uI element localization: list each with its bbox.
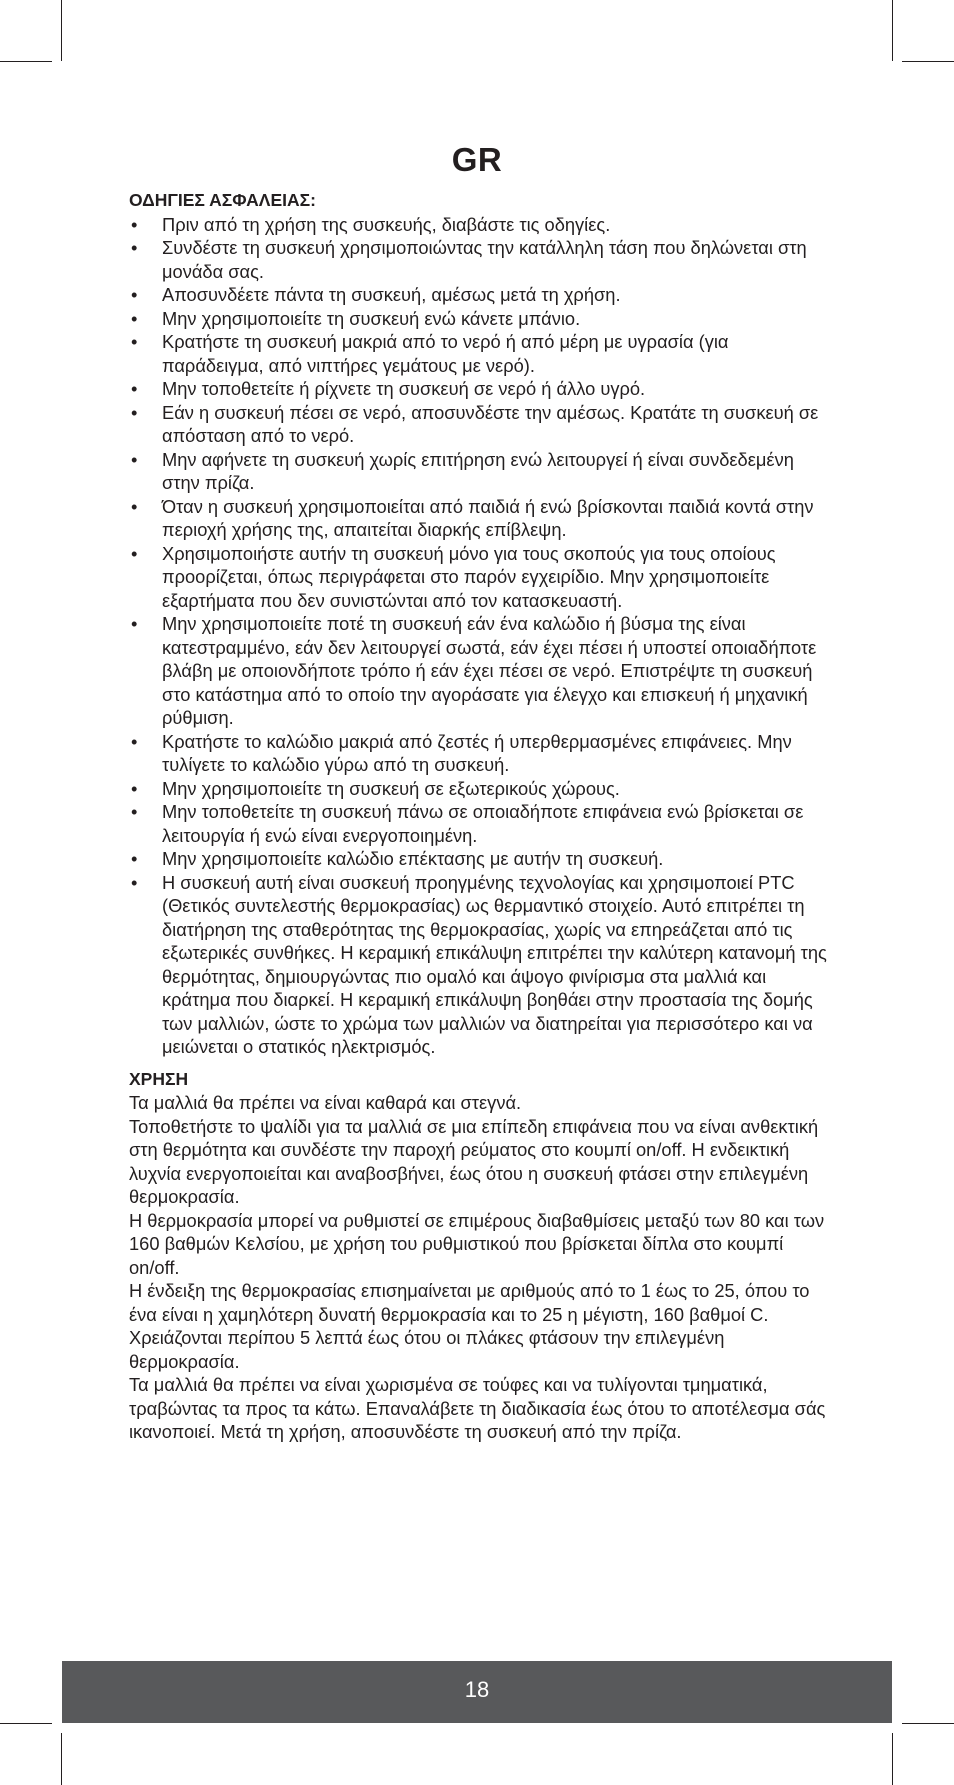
safety-item-text: Εάν η συσκευή πέσει σε νερό, αποσυνδέστε την αμέσως. Κρατάτε τη συσκευή σε απόσταση από το νερό.	[162, 401, 819, 446]
bullet: •	[131, 613, 138, 634]
bullet: •	[131, 848, 138, 869]
safety-item-text: Μην αφήνετε τη συσκευή χωρίς επιτήρηση ενώ λειτουργεί ή είναι συνδεδεμένη στην πρίζα.	[162, 448, 794, 493]
safety-item	[129, 777, 834, 801]
bullet: •	[131, 495, 138, 517]
language-code-title: GR	[451, 141, 503, 178]
usage-paragraph: Τα μαλλιά θα πρέπει να είναι καθαρά και στεγνά.	[129, 1092, 522, 1113]
safety-item-text: Μην χρησιμοποιείτε καλώδιο επέκτασης με αυτήν τη συσκευή.	[162, 848, 664, 869]
safety-item-text: Κρατήστε το καλώδιο μακριά από ζεστές ή υπερθερμασμένες επιφάνειες. Μην τυλίγετε το καλώδιο γύρω από τη συσκευή.	[162, 730, 792, 775]
safety-item	[129, 401, 834, 448]
bullet: •	[131, 378, 138, 399]
bullet: •	[131, 307, 138, 329]
bullet: •	[131, 213, 138, 235]
crop-mark-top-left-vertical	[61, 0, 62, 61]
safety-item-text: Η συσκευή αυτή είναι συσκευή προηγμένης τεχνολογίας και χρησιμοποιεί PTC (Θετικός συντελεστής θερμοκρασίας) ως θερμαντικό στοιχείο. Αυτό επιτρέπει τη διατήρηση της σταθερότητας της θερμοκρασίας, χωρίς να επηρεάζεται από τις εξωτερικές συνθήκες. Η κεραμική επικάλυψη επιτρέπει την καλύτερη κατανομή της θερμότητας, δημιουργώντας πιο ομαλό και άψογο φινίρισμα στα μαλλιά και κράτημα που διαρκεί. Η κεραμική επικάλυψη βοηθάει στην προστασία της δομής των μαλλιών, ώστε το χρώμα των μαλλιών να διατηρείται για περισσότερο και να μειώνεται ο στατικός ηλεκτρισμός.	[162, 871, 827, 1057]
bullet: •	[131, 237, 138, 258]
bullet: •	[131, 284, 138, 305]
safety-item-text: Κρατήστε τη συσκευή μακριά από το νερό ή από μέρη με υγρασία (για παράδειγμα, από νιπτήρες γεμάτους με νερό).	[162, 331, 729, 376]
crop-mark-bottom-right-horizontal	[902, 1723, 954, 1724]
safety-item-text: Μην τοποθετείτε ή ρίχνετε τη συσκευή σε νερό ή άλλο υγρό.	[162, 378, 646, 399]
safety-item-text: Αποσυνδέετε πάντα τη συσκευή, αμέσως μετά τη χρήση.	[162, 284, 621, 305]
safety-item	[129, 495, 834, 542]
usage-heading: ΧΡΗΣΗ	[129, 1068, 189, 1089]
safety-item-text: Μην τοποθετείτε τη συσκευή πάνω σε οποιαδήποτε επιφάνεια ενώ βρίσκεται σε λειτουργία ή ενώ είναι ενεργοποιημένη.	[162, 801, 804, 846]
bullet: •	[131, 730, 138, 752]
bullet: •	[131, 871, 138, 893]
usage-paragraph: Τα μαλλιά θα πρέπει να είναι χωρισμένα σε τούφες και να τυλίγονται τμηματικά, τραβώντας τα προς τα κάτω. Επαναλάβετε τη διαδικασία έως ότου το αποτέλεσμα σάς ικανοποιεί. Μετά τη χρήση, αποσυνδέστε τη συσκευή από την πρίζα.	[129, 1374, 826, 1442]
usage-paragraph: Η θερμοκρασία μπορεί να ρυθμιστεί σε επιμέρους διαβαθμίσεις μεταξύ των 80 και των 160 βαθμών Κελσίου, με χρήση του ρυθμιστικού που βρίσκεται δίπλα στο κουμπί on/off.	[129, 1209, 825, 1278]
footer-bar	[62, 1661, 892, 1723]
bullet: •	[131, 542, 138, 564]
safety-item-text: Μην χρησιμοποιείτε τη συσκευή σε εξωτερικούς χώρους.	[162, 777, 620, 799]
usage-paragraph: Τοποθετήστε το ψαλίδι για τα μαλλιά σε μια επίπεδη επιφάνεια που να είναι ανθεκτική στη θερμότητα και συνδέστε την παροχή ρεύματος στο κουμπί on/off. Η ενδεικτική λυχνία ενεργοποιείται και αναβοσβήνει, έως ότου η συσκευή φτάσει στην επιλεγμένη θερμοκρασία.	[129, 1115, 819, 1207]
safety-item	[129, 236, 834, 283]
safety-heading: ΟΔΗΓΙΕΣ ΑΣΦΑΛΕΙΑΣ:	[129, 190, 316, 210]
safety-item	[129, 307, 834, 331]
safety-item	[129, 448, 834, 495]
crop-mark-top-left-horizontal	[0, 61, 52, 62]
crop-mark-bottom-right-vertical	[892, 1733, 893, 1785]
usage-paragraph: Χρειάζονται περίπου 5 λεπτά έως ότου οι πλάκες φτάσουν την επιλεγμένη θερμοκρασία.	[129, 1327, 725, 1372]
safety-item-text: Πριν από τη χρήση της συσκευής, διαβάστε τις οδηγίες.	[162, 213, 611, 235]
bullet: •	[131, 448, 138, 470]
safety-item	[129, 330, 834, 377]
crop-mark-bottom-left-vertical	[61, 1733, 62, 1785]
safety-item	[129, 847, 834, 871]
crop-mark-top-right-horizontal	[902, 61, 954, 62]
crop-mark-bottom-left-horizontal	[0, 1723, 52, 1724]
bullet: •	[131, 801, 138, 822]
safety-item	[129, 213, 834, 237]
page-number: 18	[464, 1677, 490, 1702]
bullet: •	[131, 401, 138, 423]
safety-item	[129, 730, 834, 777]
safety-item-text: Μην χρησιμοποιείτε ποτέ τη συσκευή εάν ένα καλώδιο ή βύσμα της είναι κατεστραμμένο, εάν δεν λειτουργεί σωστά, εάν έχει πέσει ή υποστεί οποιαδήποτε βλάβη με οποιονδήποτε τρόπο ή εάν έχει πέσει σε νερό. Επιστρέψτε τη συσκευή στο κατάστημα από το οποίο την αγοράσατε για έλεγχο και επισκευή ή μηχανική ρύθμιση.	[162, 613, 817, 728]
safety-item-text: Μην χρησιμοποιείτε τη συσκευή ενώ κάνετε μπάνιο.	[162, 307, 581, 329]
safety-item-text: Όταν η συσκευή χρησιμοποιείται από παιδιά ή ενώ βρίσκονται παιδιά κοντά στην περιοχή χρήσης της, απαιτείται διαρκής επίβλεψη.	[162, 495, 814, 540]
safety-item	[129, 542, 834, 613]
safety-item	[129, 612, 834, 730]
safety-item-text: Χρησιμοποιήστε αυτήν τη συσκευή μόνο για τους σκοπούς για τους οποίους προορίζεται, όπως περιγράφεται στο παρόν εγχειρίδιο. Μην χρησιμοποιείτε εξαρτήματα που δεν συνιστώνται από τον κατασκευαστή.	[162, 542, 776, 611]
bullet: •	[131, 777, 138, 799]
manual-content	[129, 189, 834, 1444]
safety-item-text: Συνδέστε τη συσκευή χρησιμοποιώντας την κατάλληλη τάση που δηλώνεται στη μονάδα σας.	[162, 237, 807, 282]
safety-item	[129, 283, 834, 307]
usage-paragraph: Η ένδειξη της θερμοκρασίας επισημαίνεται με αριθμούς από το 1 έως το 25, όπου το ένα είναι η χαμηλότερη δυνατή θερμοκρασία και το 25 η μέγιστη, 160 βαθμοί C.	[129, 1280, 810, 1325]
safety-list	[129, 213, 834, 1059]
safety-item	[129, 800, 834, 847]
crop-mark-top-right-vertical	[892, 0, 893, 61]
safety-item	[129, 871, 834, 1059]
safety-item	[129, 377, 834, 401]
bullet: •	[131, 331, 138, 352]
